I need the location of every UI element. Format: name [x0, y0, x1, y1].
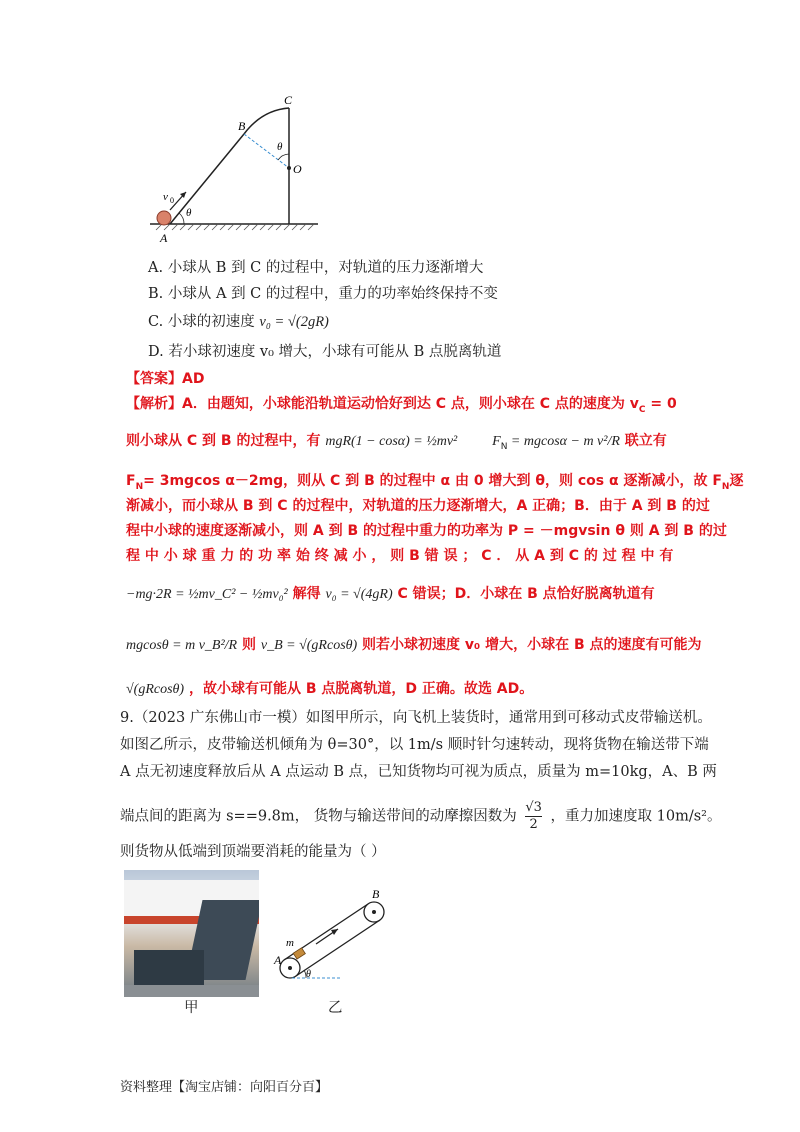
- q9-line-5: 则货物从低端到顶端要消耗的能量为（ ）: [120, 844, 386, 860]
- analysis-line-6: 程 中 小 球 重 力 的 功 率 始 终 减 小 ， 则 B 错 误 ； C ． 从 A 到 C 的 过 程 中 有: [126, 548, 674, 564]
- fraction: $\frac{√3}{2}$: [525, 800, 542, 832]
- option-c: [148, 312, 329, 332]
- ball: [157, 211, 171, 225]
- option-a: A. 小球从 B 到 C 的过程中，对轨道的压力逐渐增大: [148, 260, 484, 276]
- conveyor-photo: [124, 870, 259, 997]
- analysis-line-2: 则小球从 C 到 B 的过程中，有 mgR(1 − cosα) = ½mv² $F_N = mgcos\alpha - m$ v²/R 联立有: [126, 433, 667, 452]
- label-A: A: [160, 231, 168, 245]
- option-c-math: v₀ = √(2gR): [259, 314, 329, 330]
- q9-line-4: 端点间的距离为 s==9.8m， 货物与输送带间的动摩擦因数为 $\frac{√3}{2}$ ，重力加速度取 10m/s²。: [120, 800, 722, 832]
- track-diagram: [150, 90, 330, 250]
- analysis-line-8: mgcosθ = m v_B²/R 则 v_B = √(gRcosθ) 则若小球初速度 v₀ 增大，小球在 B 点的速度有可能为: [126, 637, 702, 653]
- q9-line-3: A 点无初速度释放后从 A 点运动 B 点，已知货物均可视为质点，质量为 m=10kg，A、B 两: [120, 764, 717, 780]
- label-theta-O: θ: [277, 141, 283, 153]
- caption-right: 乙: [328, 1000, 343, 1016]
- footer-note: 资料整理【淘宝店铺：向阳百分百】: [120, 1080, 329, 1095]
- caption-left: 甲: [184, 1000, 199, 1016]
- label-C: C: [284, 93, 293, 107]
- answer: 【答案】AD: [126, 371, 205, 387]
- analysis-line-9: √(gRcosθ) ，故小球有可能从 B 点脱离轨道，D 正确。故选 AD。: [126, 681, 534, 697]
- belt-label-A: A: [274, 953, 282, 967]
- label-O: O: [293, 162, 302, 176]
- label-v0-sub: 0: [170, 196, 174, 205]
- cargo-box: [293, 948, 305, 959]
- q9-line-2: 如图乙所示，皮带输送机倾角为 θ=30°，以 1m/s 顺时针匀速转动，现将货物在输送带下端: [120, 737, 709, 753]
- analysis-line-3: $F_N= 3mgcos$ α－2mg，则从 C 到 B 的过程中 α 由 0 增大到 θ，则 cos α 逐渐减小，故 $F_N$逐: [126, 473, 744, 492]
- belt-label-theta: θ: [306, 969, 311, 980]
- option-d: D. 若小球初速度 v₀ 增大，小球有可能从 B 点脱离轨道: [148, 344, 502, 360]
- belt-label-m: m: [286, 937, 294, 949]
- belt-label-B: B: [372, 888, 380, 901]
- belt-diagram: [272, 888, 392, 988]
- label-B: B: [238, 119, 246, 133]
- q9-line-1: 9.（2023 广东佛山市一模）如图甲所示，向飞机上装货时，通常用到可移动式皮带输送机。: [120, 710, 712, 726]
- incline-track: [170, 134, 244, 224]
- option-c-text: C. 小球的初速度: [148, 314, 260, 330]
- arc-track: [244, 108, 289, 134]
- analysis-line-1: 【解析】A．由题知，小球能沿轨道运动恰好到达 C 点，则小球在 C 点的速度为 $v_C = 0$: [126, 396, 677, 415]
- label-v0: v: [163, 191, 168, 203]
- option-b: B. 小球从 A 到 C 的过程中，重力的功率始终保持不变: [148, 286, 498, 302]
- analysis-line-5: 程中小球的速度逐渐减小，则 A 到 B 的过程中重力的功率为 P = －mgvsin θ 则 A 到 B 的过: [126, 523, 727, 539]
- analysis-line-7: −mg·2R = ½mv_C² − ½mv₀² 解得 v₀ = √(4gR) C 错误；D．小球在 B 点恰好脱离轨道有: [126, 586, 655, 602]
- analysis-line-4: 渐减小，而小球从 B 到 C 的过程中，对轨道的压力逐渐增大，A 正确；B．由于 A 到 B 的过: [126, 498, 710, 514]
- label-theta-A: θ: [186, 207, 192, 219]
